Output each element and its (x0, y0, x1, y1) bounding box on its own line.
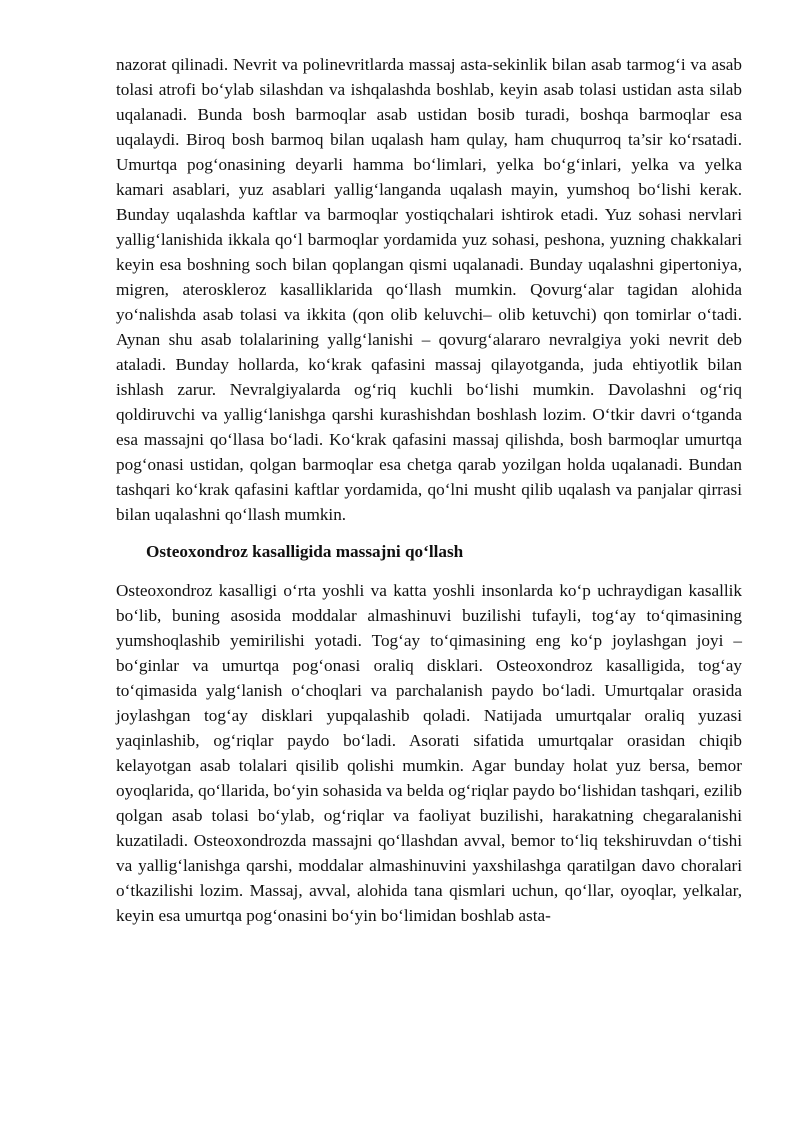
body-paragraph: nazorat qilinadi. Nevrit va polinevritlarda massaj asta-sekinlik bilan asab tarmog‘i va asab tolasi atrofi bo‘ylab silashdan va ishqalashda boshlab, keyin asab tolasi ustidan asta silab uqalanadi. Bunda bosh barmoqlar asab ustidan bosib turadi, boshqa barmoqlar esa uqalaydi. Biroq bosh barmoq bilan uqalash ham qulay, ham chuqurroq ta’sir ko‘rsatadi. Umurtqa pog‘onasining deyarli hamma bo‘limlari, yelka bo‘g‘inlari, yelka va yelka kamari asablari, yuz asablari yallig‘langanda uqalash mayin, yumshoq bo‘lishi kerak. Bunday uqalashda kaftlar va barmoqlar yostiqchalari ishtirok etadi. Yuz sohasi nervlari yallig‘lanishida ikkala qo‘l barmoqlar yordamida yuz sohasi, peshona, yuzning chakkalari keyin esa boshning soch bilan qoplangan qismi uqalanadi. Bunday uqalashni gipertoniya, migren, ateroskleroz kasalliklarida qo‘llash mumkin. Qovurg‘alar tagidan alohida yo‘nalishda asab tolasi va ikkita (qon olib keluvchi– olib ketuvchi) qon tomirlar o‘tadi. Aynan shu asab tolalarining yallg‘lanishi – qovurg‘alararo nevralgiya yoki nevrit deb ataladi. Bunday hollarda, ko‘krak qafasini massaj qilayotganda, juda ehtiyotlik bilan ishlash zarur. Nevralgiyalarda og‘riq kuchli bo‘lishi mumkin. Davolashni og‘riq qoldiruvchi va yallig‘lanishga qarshi kurashishdan boshlash lozim. O‘tkir davri o‘tganda esa massajni qo‘llasa bo‘ladi. Ko‘krak qafasini massaj qilishda, bosh barmoqlar umurtqa pog‘onasi ustidan, qolgan barmoqlar esa chetga qarab yozilgan holda uqalanadi. Bundan tashqari ko‘krak qafasini kaftlar yordamida, qo‘lni musht qilib uqalash va panjalar qirrasi bilan uqalashni qo‘llash mumkin. (116, 55, 742, 524)
body-paragraph: Osteoxondroz kasalligi o‘rta yoshli va katta yoshli insonlarda ko‘p uchraydigan kasallik bo‘lib, buning asosida moddalar almashinuvi buzilishi tufayli, tog‘ay to‘qimasining yumshoqlashib yemirilishi yotadi. Tog‘ay to‘qimasining eng ko‘p joylashgan joyi – bo‘ginlar va umurtqa pog‘onasi oraliq disklari. Osteoxondroz kasalligida, tog‘ay to‘qimasida yalg‘lanish o‘choqlari va parchalanish paydo bo‘ladi. Umurtqalar orasida joylashgan tog‘ay disklari yupqalashib qoladi. Natijada umurtqalar oraliq yuzasi yaqinlashib, og‘riqlar paydo bo‘ladi. Asorati sifatida umurtqalar orasidan chiqib kelayotgan asab tolalari qisilib qolishi mumkin. Agar bunday holat yuz bersa, bemor oyoqlarida, qo‘llarida, bo‘yin sohasida va belda og‘riqlar paydo bo‘lishidan tashqari, ezilib qolgan asab tolasi bo‘ylab, og‘riqlar va faoliyat buzilishi, harakatning chegaralanishi kuzatiladi. Osteoxondrozda massajni qo‘llashdan avval, bemor to‘liq tekshiruvdan o‘tishi va yallig‘lanishga qarshi, moddalar almashinuvini yaxshilashga qaratilgan davo choralari o‘tkazilishi lozim. Massaj, avval, alohida tana qismlari uchun, qo‘llar, oyoqlar, yelkalar, keyin esa umurtqa pog‘onasini bo‘yin bo‘limidan boshlab asta- (116, 581, 742, 925)
section-heading: Osteoxondroz kasalligida massajni qo‘llash (146, 542, 464, 561)
document-page (116, 52, 742, 928)
